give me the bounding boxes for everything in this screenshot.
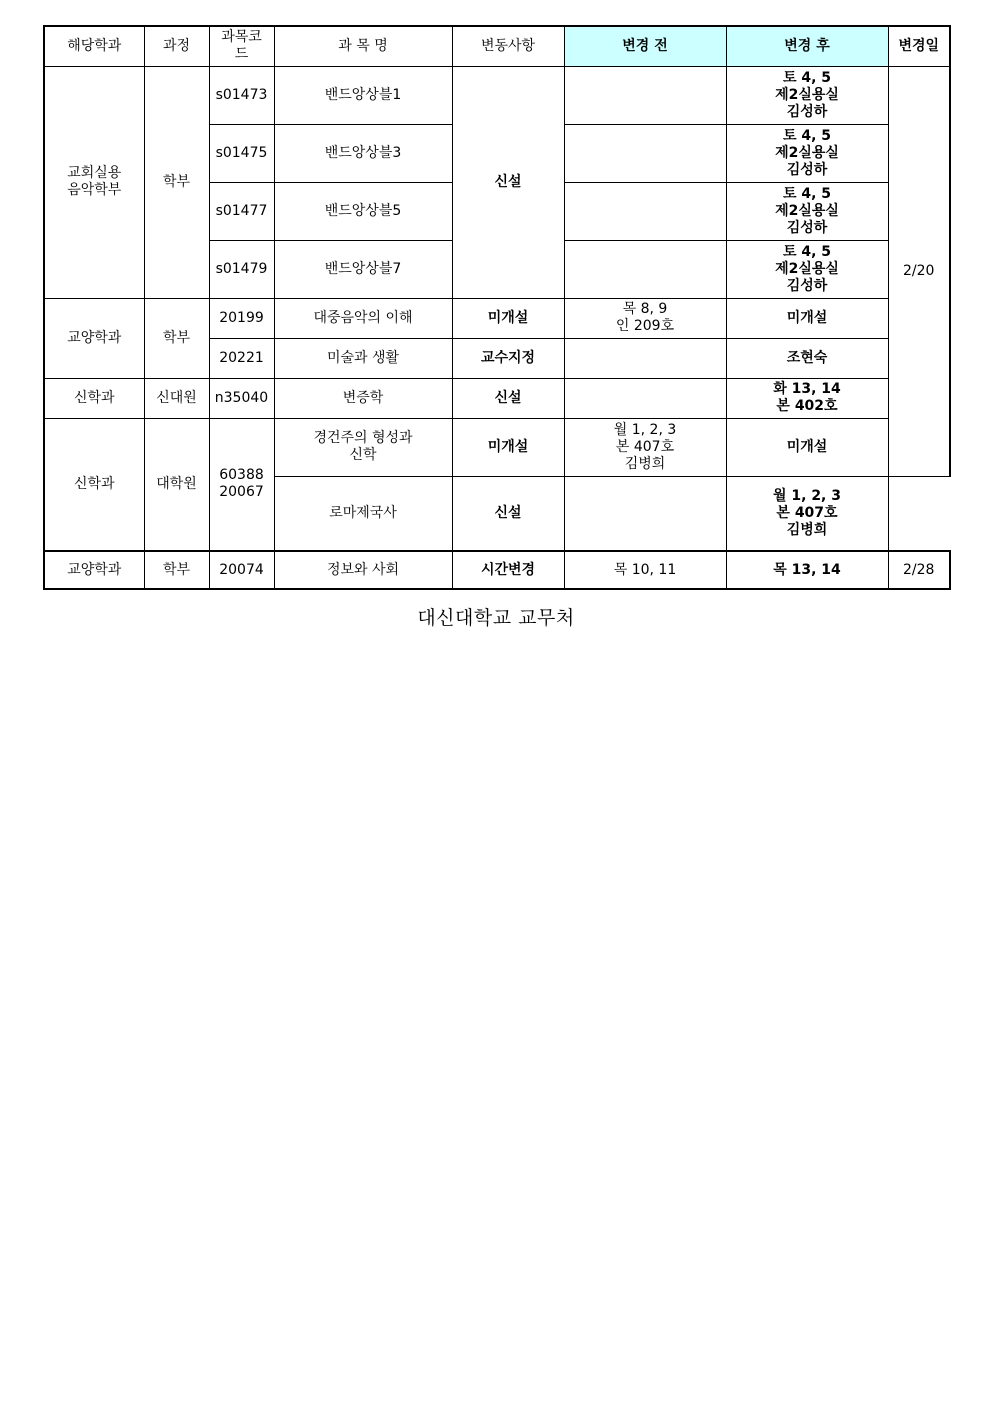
before-cell xyxy=(564,338,726,378)
name-cell: 밴드앙상블7 xyxy=(274,240,452,298)
date-cell: 2/20 xyxy=(888,66,950,476)
dept-cell: 교양학과 xyxy=(44,298,144,378)
after-cell: 토 4, 5 제2실용실 김성하 xyxy=(726,182,888,240)
code-cell: 20074 xyxy=(209,551,274,589)
dept-cell: 신학과 xyxy=(44,418,144,551)
code-cell: n35040 xyxy=(209,378,274,418)
code-cell: s01477 xyxy=(209,182,274,240)
change-type-cell: 교수지정 xyxy=(452,338,564,378)
code-cell: 20221 xyxy=(209,338,274,378)
dept-cell: 교양학과 xyxy=(44,551,144,589)
before-cell: 월 1, 2, 3 본 407호 김병희 xyxy=(564,418,726,476)
before-cell: 목 8, 9 인 209호 xyxy=(564,298,726,338)
change-type-cell: 시간변경 xyxy=(452,551,564,589)
course-cell: 대학원 xyxy=(144,418,209,551)
header-course: 과정 xyxy=(144,26,209,66)
name-cell: 밴드앙상블3 xyxy=(274,124,452,182)
name-cell: 밴드앙상블1 xyxy=(274,66,452,124)
code-cell: 60388 20067 xyxy=(209,418,274,551)
after-cell: 목 13, 14 xyxy=(726,551,888,589)
change-type-cell: 신설 xyxy=(452,66,564,298)
change-type-cell: 미개설 xyxy=(452,418,564,476)
course-cell: 학부 xyxy=(144,298,209,378)
dept-cell: 신학과 xyxy=(44,378,144,418)
code-cell: s01473 xyxy=(209,66,274,124)
name-cell: 정보와 사회 xyxy=(274,551,452,589)
after-cell: 미개설 xyxy=(726,418,888,476)
footer-office: 대신대학교 교무처 xyxy=(417,607,575,629)
table-row xyxy=(44,66,950,124)
course-cell: 학부 xyxy=(144,551,209,589)
header-change-type: 변동사항 xyxy=(452,26,564,66)
change-type-cell: 신설 xyxy=(452,476,564,551)
table-row xyxy=(44,551,950,589)
after-cell: 화 13, 14 본 402호 xyxy=(726,378,888,418)
before-cell xyxy=(564,476,726,551)
name-cell: 경건주의 형성과 신학 xyxy=(274,418,452,476)
name-cell: 미술과 생활 xyxy=(274,338,452,378)
name-cell: 변증학 xyxy=(274,378,452,418)
change-type-cell: 미개설 xyxy=(452,298,564,338)
header-before: 변경 전 xyxy=(564,26,726,66)
table-row xyxy=(44,378,950,418)
course-cell: 신대원 xyxy=(144,378,209,418)
before-cell: 목 10, 11 xyxy=(564,551,726,589)
after-cell: 토 4, 5 제2실용실 김성하 xyxy=(726,66,888,124)
header-dept: 해당학과 xyxy=(44,26,144,66)
code-cell: s01475 xyxy=(209,124,274,182)
dept-cell: 교회실용 음악학부 xyxy=(44,66,144,298)
date-cell: 2/28 xyxy=(888,551,950,589)
name-cell: 로마제국사 xyxy=(274,476,452,551)
code-cell: 20199 xyxy=(209,298,274,338)
header-code: 과목코 드 xyxy=(209,26,274,66)
before-cell xyxy=(564,378,726,418)
change-type-cell: 신설 xyxy=(452,378,564,418)
code-cell: s01479 xyxy=(209,240,274,298)
header-after: 변경 후 xyxy=(726,26,888,66)
name-cell: 대중음악의 이해 xyxy=(274,298,452,338)
before-cell xyxy=(564,66,726,124)
course-cell: 학부 xyxy=(144,66,209,298)
name-cell: 밴드앙상블5 xyxy=(274,182,452,240)
after-cell: 토 4, 5 제2실용실 김성하 xyxy=(726,124,888,182)
after-cell: 조현숙 xyxy=(726,338,888,378)
after-cell: 월 1, 2, 3 본 407호 김병희 xyxy=(726,476,888,551)
before-cell xyxy=(564,182,726,240)
course-change-table xyxy=(43,25,951,590)
header-row xyxy=(44,26,950,66)
table-row xyxy=(44,418,950,476)
after-cell: 토 4, 5 제2실용실 김성하 xyxy=(726,240,888,298)
after-cell: 미개설 xyxy=(726,298,888,338)
before-cell xyxy=(564,124,726,182)
table-row xyxy=(44,298,950,338)
header-date: 변경일 xyxy=(888,26,950,66)
header-name: 과 목 명 xyxy=(274,26,452,66)
before-cell xyxy=(564,240,726,298)
